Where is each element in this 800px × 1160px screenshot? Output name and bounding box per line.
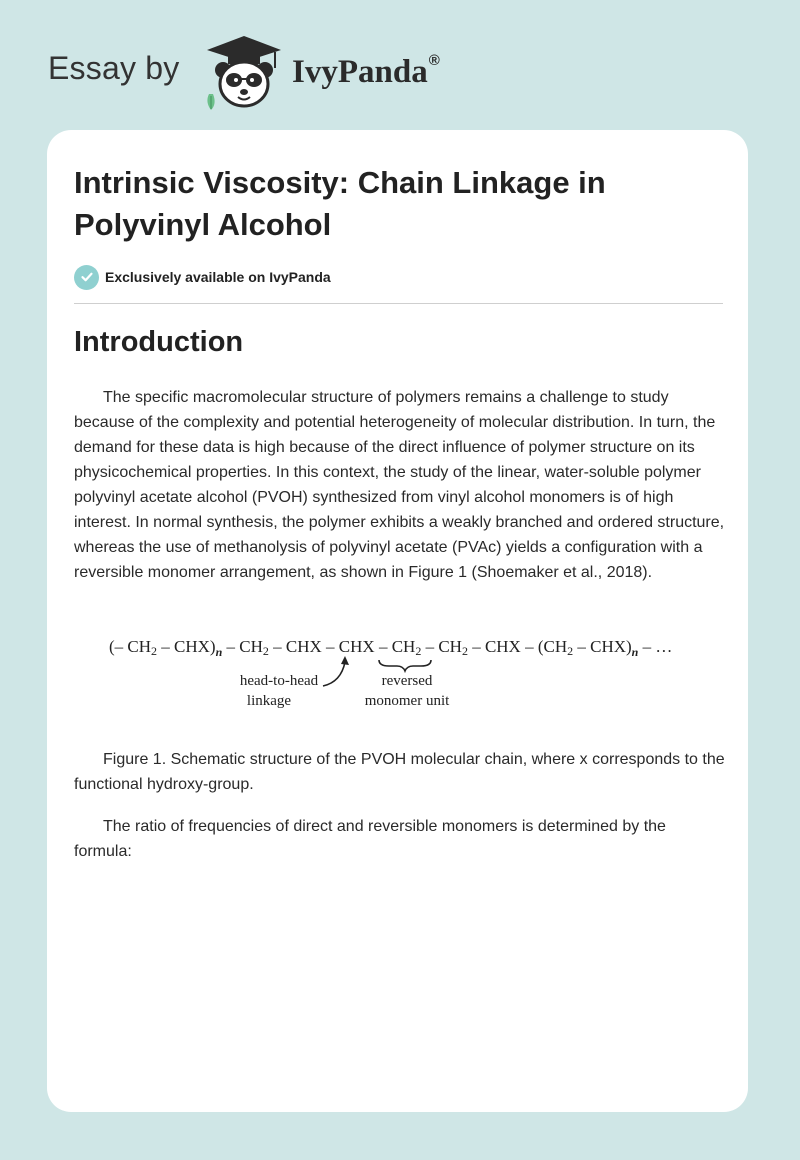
label-monomer-unit: monomer unit (364, 693, 450, 709)
essay-by-label: Essay by (48, 50, 180, 86)
label-linkage: linkage (246, 693, 292, 709)
brand-name[interactable] (292, 54, 440, 91)
check-circle-icon (74, 265, 99, 290)
figure-caption: Figure 1. Schematic structure of the PVOH molecular chain, where x corresponds to the functional hydroxy-group. (74, 751, 725, 793)
paragraph-formula-intro: The ratio of frequencies of direct and reversible monomers is determined by the formula: (74, 818, 666, 860)
divider (74, 303, 723, 304)
article-title: Intrinsic Viscosity: Chain Linkage in Polyvinyl Alcohol (74, 165, 606, 242)
exclusive-badge (74, 264, 331, 290)
arrow-head-icon (341, 656, 349, 665)
label-head-to-head: head-to-head (239, 673, 319, 689)
brand-text: IvyPanda (292, 54, 428, 90)
registered-mark: ® (428, 52, 440, 69)
linkage-arrow (323, 662, 345, 686)
paragraph-intro: The specific macromolecular structure of polymers remains a challenge to study because of the complexity and potential heterogeneity of molecular distribution. In turn, the demand for these data is high because of the direct influence of polymer structure on its physicochemical properties. In this context, the study of the linear, water-soluble polymer polyvinyl acetate alcohol (PVOH) synthesized from vinyl alcohol monomers is of high interest. In normal synthesis, the polymer exhibits a weakly branched and ordered structure, whereas the use of methanolysis of polyvinyl acetate (PVAc) yields a configuration with a reversible monomer arrangement, as shown in Figure 1 (Shoemaker et al., 2018). (74, 389, 725, 581)
article-card (47, 130, 748, 1112)
formula-chain: (– $CH2 - CHX)_n - CH2$ – CHX – CHX – CH2 – CH2 – CHX – $(CH2 - CHX)_n$ – … (109, 637, 673, 659)
figure-1-formula (105, 628, 735, 718)
label-reversed: reversed (381, 673, 433, 689)
site-header (48, 30, 548, 110)
section-heading-introduction: Introduction (74, 326, 244, 358)
panda-graduation-cap-logo-icon[interactable] (203, 32, 285, 112)
badge-label: Exclusively available on IvyPanda (105, 269, 331, 285)
reversed-unit-brace (379, 660, 431, 671)
